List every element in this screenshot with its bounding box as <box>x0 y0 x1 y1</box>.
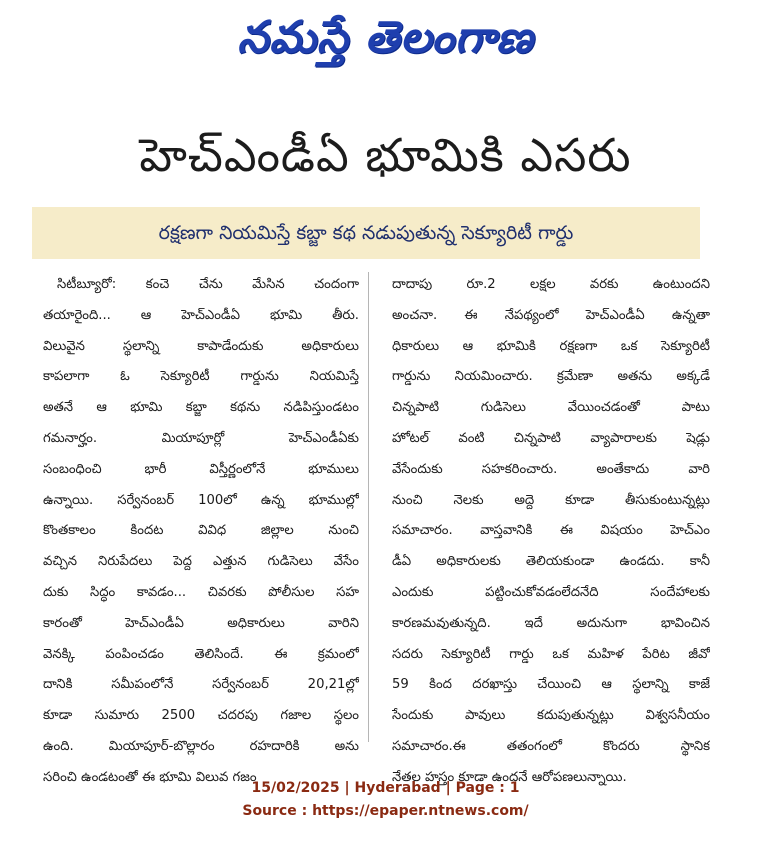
footer-date-line: 15/02/2025 | Hyderabad | Page : 1 <box>251 780 520 796</box>
article-text-line: ఉంది. మియాపూర్-బొల్లారం రహదారికి అను <box>43 738 359 754</box>
article-text-line: ధికారులు ఆ భూమికి రక్షణగా ఒక సెక్యూరిటీ <box>392 338 710 354</box>
article-subheadline: రక్షణగా నియమిస్తే కబ్జా కథ నడుపుతున్న సెక్యూరిటీ గార్డు <box>158 222 574 244</box>
article-text-line: వేసేందుకు సహకరించారు. అంతేకాదు వారి <box>392 461 710 477</box>
article-text-line: 59 కింద దరఖాస్తు చేయించి ఆ స్థలాన్ని కాజే <box>392 677 710 693</box>
article-text-line: కాపలాగా ఓ సెక్యూరిటీ గార్డును నియమిస్తే <box>43 369 359 385</box>
article-text-line: దుకు సిద్ధం కావడం... చివరకు పోలీసుల సహ <box>43 584 359 600</box>
article-text-line: కారంతో హెచ్ఎండీఏ అధికారులు వారిని <box>43 615 359 631</box>
article-text-line: కారణమవుతున్నది. ఇదే అదునుగా భావించిన <box>392 615 710 631</box>
article-text-line: వెనక్కి పంపించడం తెలిసిందే. ఈ క్రమంలో <box>43 646 359 662</box>
article-text-line: నుంచి నెలకు అద్దె కూడా తీసుకుంటున్నట్లు <box>392 492 710 508</box>
article-text-line: అతనే ఆ భూమి కబ్జా కథను నడిపిస్తుండటం <box>43 400 359 416</box>
article-text-line: సంబంధించి భారీ విస్తీర్ణంలోనే భూములు <box>43 461 359 477</box>
article-text-line: కూడా సుమారు 2500 చదరపు గజాల స్థలం <box>43 708 359 724</box>
article-column-left <box>43 270 359 794</box>
article-text-line: సేందుకు పావులు కదుపుతున్నట్లు విశ్వసనీయం <box>392 708 710 724</box>
masthead <box>0 8 771 68</box>
article-text-line: నేతల హస్తం కూడా ఉందనే ఆరోపణలున్నాయి. <box>392 769 627 785</box>
article-text-line: సమాచారం. వాస్తవానికి ఈ విషయం హెచ్ఎం <box>392 523 710 539</box>
article-text-line: ఉన్నాయి. సర్వేనంబర్ 100లో ఉన్న భూముల్లో <box>43 492 359 508</box>
article-text-line: సిటీబ్యూరో: కంచె చేను మేసిన చందంగా <box>57 277 359 292</box>
article-text-line: తయారైంది... ఆ హెచ్ఎండీఏ భూమి తీరు. <box>43 307 359 323</box>
article-text-line: గార్డును నియమించారు. క్రమేణా అతను అక్కడే <box>392 369 710 385</box>
column-divider <box>368 272 369 742</box>
article-text-line: కొంతకాలం కిందట వివిధ జిల్లాల నుంచి <box>43 523 359 539</box>
article-text-line: దానికి సమీపంలోనే సర్వేనంబర్ 20,21ల్లో <box>43 677 359 693</box>
article-text-line: అంచనా. ఈ నేపథ్యంలో హెచ్ఎండీఏ ఉన్నతా <box>392 307 710 323</box>
article-headline: హెచ్ఎండీఏ భూమికి ఎసరు <box>139 128 632 182</box>
article-text-line: చిన్నపాటి గుడిసెలు వేయించడంతో పాటు <box>392 400 710 416</box>
article-text-line: హోటల్ వంటి చిన్నపాటి వ్యాపారాలకు షెడ్లు <box>392 430 710 446</box>
article-text-line: దాదాపు రూ.2 లక్షల వరకు ఉంటుందని <box>392 277 710 292</box>
subheadline-banner <box>32 207 700 259</box>
article-text-line: వచ్చిన నిరుపేదలు పెద్ద ఎత్తున గుడిసెలు వేసేం <box>43 554 359 570</box>
article-text-line: సరించి ఉండటంతో ఈ భూమి విలువ గజం <box>43 769 257 785</box>
article-text-line: ఎందుకు పట్టించుకోవడంలేదనేది సందేహాలకు <box>392 584 710 600</box>
footer-source-line: Source : https://epaper.ntnews.com/ <box>242 803 529 819</box>
article-text-line: డీఏ అధికారులకు తెలియకుండా ఉండదు. కానీ <box>392 554 710 570</box>
article-text-line: సమాచారం.ఈ తతంగంలో కొందరు స్థానిక <box>392 738 710 754</box>
article-column-right <box>392 270 710 794</box>
article-text-line: సదరు సెక్యూరిటీ గార్డు ఒక మహిళ పేరిట జీవో <box>392 646 710 662</box>
article-text-line: గమనార్హం. మియాపూర్లో హెచ్ఎండీఏకు <box>43 430 359 446</box>
newspaper-logo: నమస్తే తెలంగాణ <box>237 12 534 63</box>
article-text-line: విలువైన స్థలాన్ని కాపాడేందుకు అధికారులు <box>43 338 359 354</box>
